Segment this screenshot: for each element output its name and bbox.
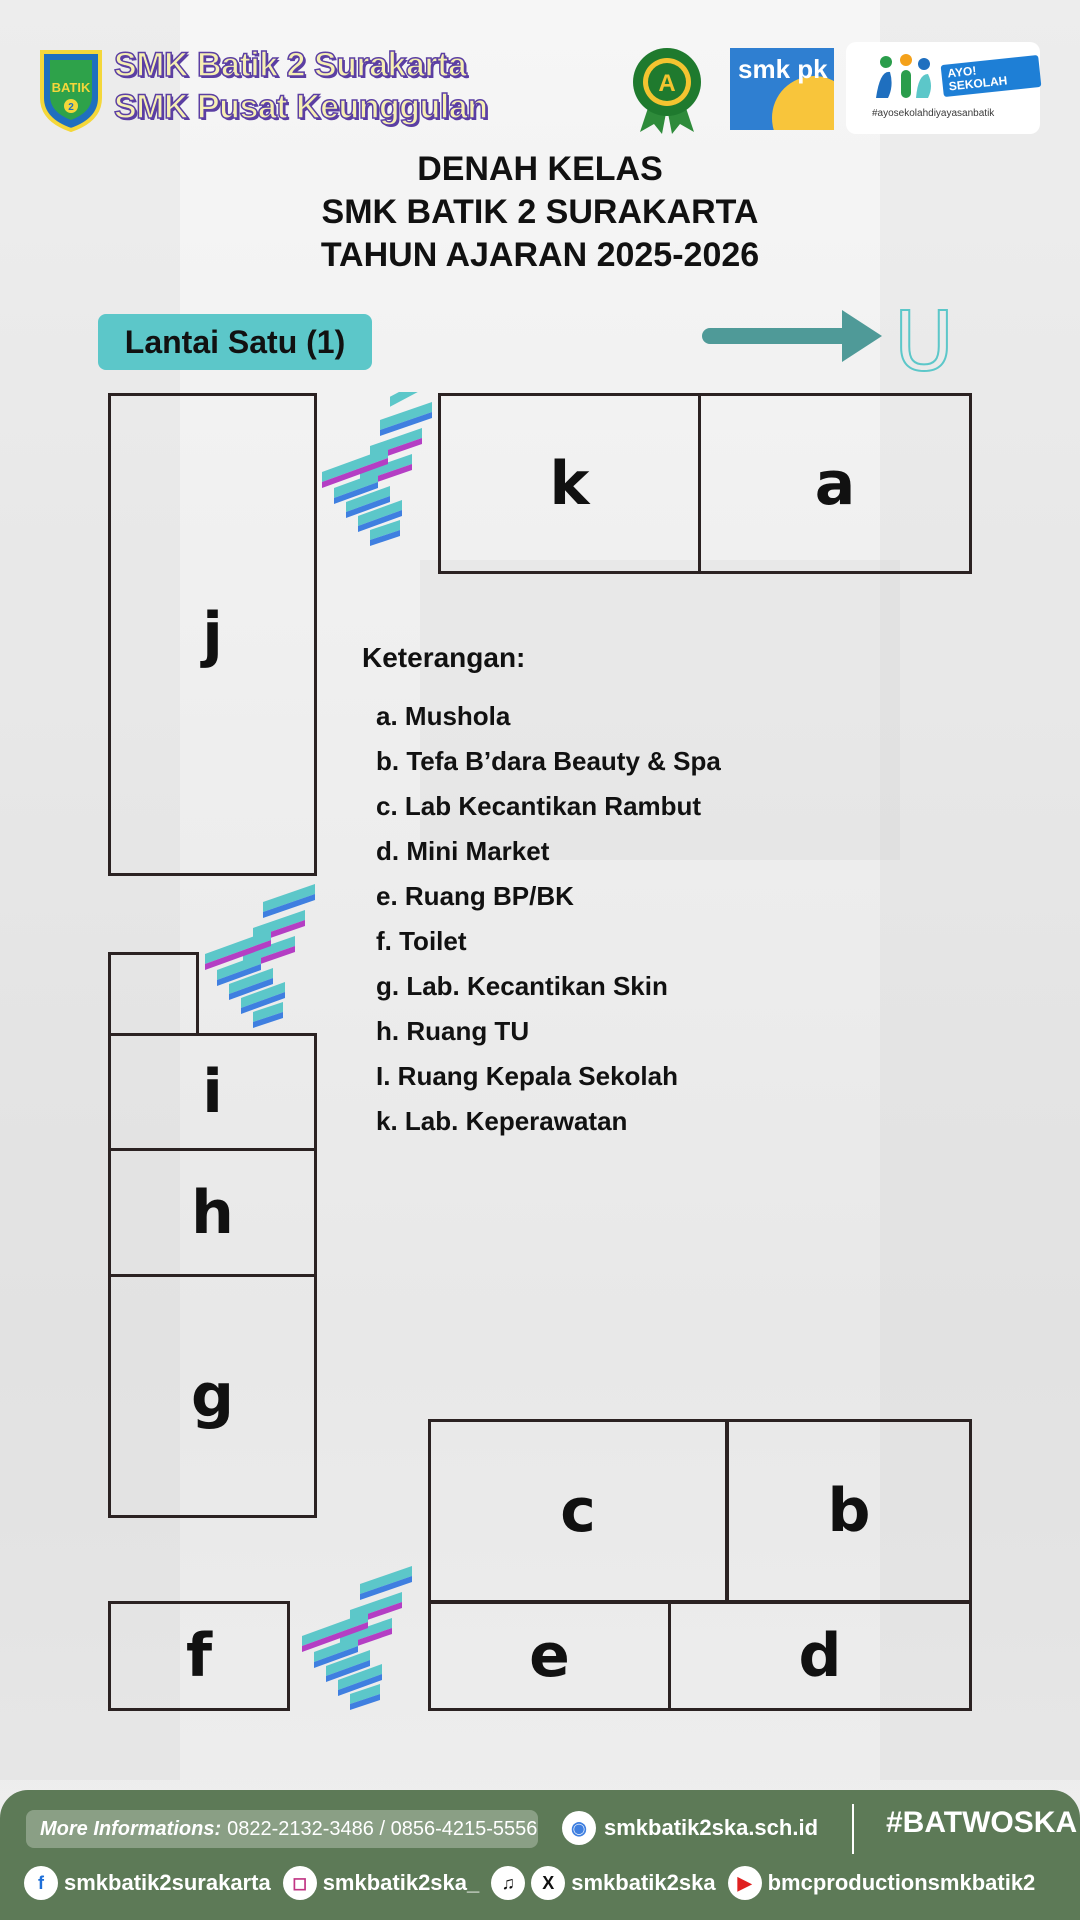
room-a-label: a: [814, 448, 856, 519]
legend-list: [376, 694, 721, 1144]
tiktok-x-link[interactable]: [491, 1866, 715, 1900]
room-c-label: c: [560, 1476, 596, 1546]
website-link[interactable]: [562, 1808, 818, 1848]
svg-text:BATIK: BATIK: [51, 80, 91, 95]
legend-title: Keterangan:: [362, 642, 526, 673]
facebook-icon: f: [24, 1866, 58, 1900]
room-g[interactable]: [108, 1274, 317, 1518]
room-c[interactable]: [428, 1419, 728, 1603]
smk-pk-text: smk pk: [738, 54, 828, 84]
stairs-steps-upper: [390, 392, 430, 407]
room-unlabeled: [108, 952, 199, 1036]
globe-icon: ◉: [562, 1811, 596, 1845]
tiktok-icon: ♫: [491, 1866, 525, 1900]
youtube-icon: ▶: [728, 1866, 762, 1900]
facebook-link[interactable]: [24, 1866, 271, 1900]
legend-item: k. Lab. Keperawatan: [376, 1106, 628, 1136]
room-i[interactable]: [108, 1033, 317, 1151]
legend-item: e. Ruang BP/BK: [376, 881, 574, 911]
contact-info: [26, 1810, 538, 1848]
legend-item: g. Lab. Kecantikan Skin: [376, 971, 668, 1001]
room-i-label: i: [202, 1057, 223, 1127]
title-line2: SMK BATIK 2 SURAKARTA: [321, 193, 759, 231]
legend-item: b. Tefa B’dara Beauty & Spa: [376, 746, 721, 776]
room-k[interactable]: [438, 393, 701, 574]
instagram-handle: smkbatik2ska_: [322, 1870, 480, 1895]
ayo-sekolah-text: AYO! SEKOLAH: [941, 55, 1042, 97]
floor-label: Lantai Satu (1): [98, 314, 372, 370]
accreditation-badge-icon: [630, 46, 704, 134]
room-d[interactable]: [668, 1601, 972, 1711]
room-e-label: e: [529, 1621, 570, 1691]
svg-text:A: A: [658, 70, 676, 97]
youtube-link[interactable]: [728, 1866, 1036, 1900]
room-h-label: h: [191, 1177, 234, 1248]
legend-item: I. Ruang Kepala Sekolah: [376, 1061, 678, 1091]
title-line1: DENAH KELAS: [417, 150, 663, 188]
ayo-hashtag: #ayosekolahdiyayasanbatik: [872, 108, 995, 119]
instagram-link[interactable]: [283, 1866, 480, 1900]
stairs-icon: [203, 874, 323, 1030]
stairs-icon: [300, 1556, 420, 1712]
youtube-handle: bmcproductionsmkbatik2: [767, 1870, 1036, 1895]
footer-divider: [852, 1804, 854, 1854]
room-j-label: j: [202, 599, 223, 670]
x-icon: X: [531, 1866, 565, 1900]
smk-pk-sun-shape: [772, 76, 834, 130]
legend-item: f. Toilet: [376, 926, 467, 956]
legend-item: a. Mushola: [376, 701, 511, 731]
room-g-label: g: [191, 1361, 234, 1431]
room-f-label: f: [185, 1621, 213, 1691]
hashtag: #BATWOSKA: [886, 1806, 1078, 1839]
school-name-line1: SMK Batik 2 Surakarta: [114, 46, 467, 84]
contact-info-label: More Informations:: [40, 1817, 222, 1840]
title-line3: TAHUN AJARAN 2025-2026: [320, 236, 760, 274]
room-a[interactable]: [698, 393, 972, 574]
legend-item: d. Mini Market: [376, 836, 550, 866]
ayo-sekolah-logo: [846, 42, 1040, 134]
social-links: [24, 1866, 1047, 1900]
north-arrow-icon: [700, 302, 960, 382]
smk-pk-logo: [730, 48, 834, 130]
room-b-label: b: [827, 1476, 871, 1546]
facebook-handle: smkbatik2surakarta: [64, 1870, 271, 1895]
legend-item: h. Ruang TU: [376, 1016, 530, 1046]
page-title: [0, 148, 1080, 277]
tiktok-x-handle: smkbatik2ska: [571, 1870, 716, 1895]
website-text: smkbatik2ska.sch.id: [604, 1815, 819, 1840]
svg-text:2: 2: [68, 102, 74, 113]
room-b[interactable]: [726, 1419, 972, 1603]
footer: [0, 1790, 1080, 1920]
room-d-label: d: [798, 1621, 842, 1691]
svg-text:U: U: [893, 302, 955, 382]
instagram-icon: ◻: [283, 1866, 317, 1900]
ayo-people-icon: [872, 52, 938, 104]
legend-item: c. Lab Kecantikan Rambut: [376, 791, 702, 821]
room-k-label: k: [549, 448, 590, 519]
stairs-icon: [320, 392, 440, 548]
room-j[interactable]: [108, 393, 317, 876]
room-e[interactable]: [428, 1601, 671, 1711]
room-f[interactable]: [108, 1601, 290, 1711]
room-h[interactable]: [108, 1148, 317, 1277]
contact-phones: 0822-2132-3486 / 0856-4215-5556: [227, 1817, 538, 1840]
school-name: [114, 44, 487, 128]
school-name-line2: SMK Pusat Keunggulan: [114, 88, 488, 126]
school-logo-icon: [38, 46, 104, 132]
